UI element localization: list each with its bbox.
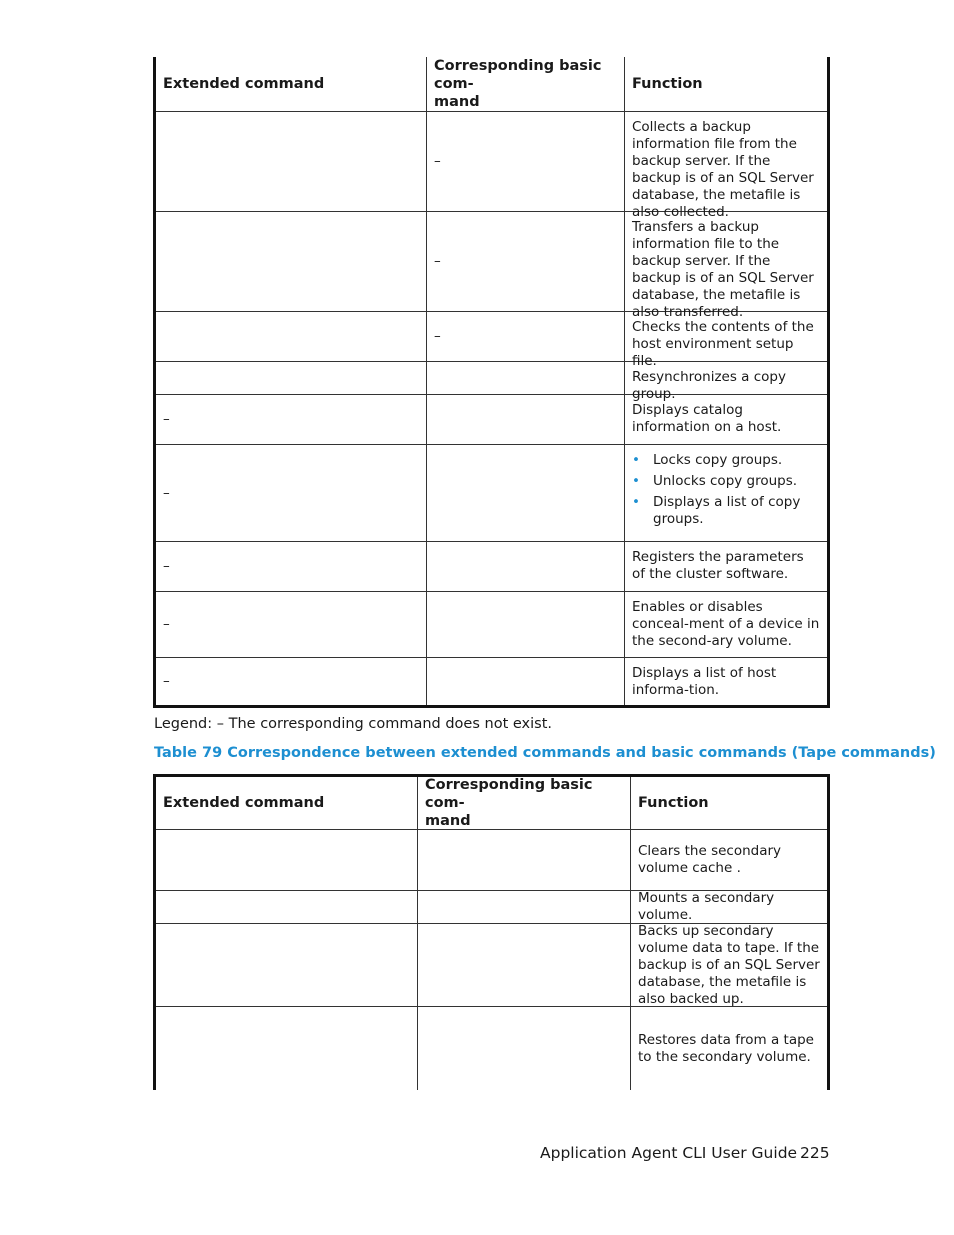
- commands-table: [153, 57, 830, 708]
- table-row: [156, 212, 827, 320]
- function-bullet-list: [632, 452, 820, 532]
- basic-command-cell: [418, 924, 631, 1006]
- function-cell: [625, 212, 827, 320]
- function-text: Enables or disables conceal-ment of a device in the second-ary volume.: [632, 599, 820, 649]
- function-cell: [625, 445, 827, 541]
- footer-guide-title: Application Agent CLI User Guide: [540, 1144, 798, 1162]
- function-cell: [625, 658, 827, 705]
- basic-command-cell: –: [427, 212, 625, 311]
- function-text: Restores data from a tape to the secondary volume.: [638, 1031, 814, 1065]
- function-cell: [625, 362, 827, 402]
- function-cell: [625, 592, 827, 657]
- bullet-text: Unlocks copy groups.: [653, 473, 798, 489]
- extended-command-cell: [156, 362, 427, 394]
- table-caption: Table 79 Correspondence between extended commands and basic commands (Tape commands): [154, 745, 936, 761]
- table-legend: Legend: – The corresponding command does not exist.: [154, 716, 552, 732]
- function-cell: [631, 1007, 827, 1090]
- basic-command-cell: [427, 592, 625, 657]
- table-row: [156, 112, 827, 220]
- tape-commands-table: [153, 774, 830, 1090]
- table-row: [156, 395, 827, 445]
- table-row: [156, 592, 827, 658]
- extended-command-cell: [156, 830, 418, 890]
- function-text: Transfers a backup information file to the backup server. If the backup is of an SQL Server database, the metafile is also transferred.: [632, 219, 814, 320]
- function-text: Displays a list of host informa-tion.: [632, 665, 777, 698]
- extended-command-cell: –: [156, 592, 427, 657]
- basic-command-cell: –: [427, 312, 625, 361]
- basic-command-cell: [427, 395, 625, 444]
- function-cell: [631, 830, 827, 890]
- function-cell: [625, 395, 827, 444]
- table-header: [156, 57, 827, 112]
- table-row: [156, 542, 827, 592]
- page-number: 225: [800, 1144, 830, 1162]
- extended-command-cell: –: [156, 445, 427, 541]
- table-row: [156, 445, 827, 542]
- table-row: [156, 1007, 827, 1090]
- function-cell: [625, 312, 827, 369]
- bullet-text: Displays a list of copy groups.: [653, 494, 801, 527]
- extended-command-cell: –: [156, 395, 427, 444]
- bullet-icon: •: [632, 452, 640, 468]
- function-cell: [625, 112, 827, 220]
- function-text: Clears the secondary volume cache .: [638, 843, 782, 876]
- extended-command-cell: [156, 891, 418, 923]
- function-text: Resynchronizes a copy group.: [632, 369, 786, 402]
- basic-command-cell: [418, 830, 631, 890]
- extended-command-cell: [156, 212, 427, 311]
- header-function: Function: [632, 76, 703, 92]
- function-text: Mounts a secondary volume.: [638, 890, 775, 923]
- extended-command-cell: [156, 924, 418, 1006]
- header-function: Function: [638, 795, 709, 811]
- extended-command-cell: [156, 112, 427, 211]
- table-header: [156, 777, 827, 830]
- list-item: [632, 473, 820, 490]
- bullet-icon: •: [632, 473, 640, 489]
- function-text: Collects a backup information file from the backup server. If the backup is of an SQL Server database, the metafile is also collected.: [632, 119, 814, 220]
- table-row: [156, 924, 827, 1007]
- list-item: [632, 494, 820, 528]
- header-extended-command: Extended command: [156, 777, 418, 829]
- function-cell: [625, 542, 827, 591]
- table-row: [156, 658, 827, 708]
- function-text: Checks the contents of the host environment setup file.: [632, 319, 814, 369]
- function-text: Displays catalog information on a host.: [632, 402, 782, 435]
- function-text: Backs up secondary volume data to tape. If the backup is of an SQL Server database, the metafile is also backed up.: [638, 922, 820, 1007]
- basic-command-cell: [427, 658, 625, 705]
- bullet-text: Locks copy groups.: [653, 452, 783, 468]
- extended-command-cell: –: [156, 658, 427, 705]
- list-item: [632, 452, 820, 469]
- function-cell: [631, 891, 827, 923]
- basic-command-cell: [427, 362, 625, 394]
- basic-command-cell: [427, 542, 625, 591]
- header-basic-command: Corresponding basic com- mand: [427, 57, 625, 111]
- extended-command-cell: [156, 1007, 418, 1090]
- table-row: [156, 830, 827, 891]
- table-row: [156, 312, 827, 369]
- basic-command-cell: [418, 1007, 631, 1090]
- basic-command-cell: [418, 891, 631, 923]
- extended-command-cell: [156, 312, 427, 361]
- bullet-icon: •: [632, 494, 640, 510]
- table-row: [156, 891, 827, 924]
- function-cell: [631, 924, 827, 1006]
- basic-command-cell: [427, 445, 625, 541]
- basic-command-cell: –: [427, 112, 625, 211]
- table-row: [156, 362, 827, 402]
- function-text: Registers the parameters of the cluster software.: [632, 549, 804, 582]
- header-extended-command: Extended command: [156, 57, 427, 111]
- extended-command-cell: –: [156, 542, 427, 591]
- header-basic-command: Corresponding basic com- mand: [418, 777, 631, 829]
